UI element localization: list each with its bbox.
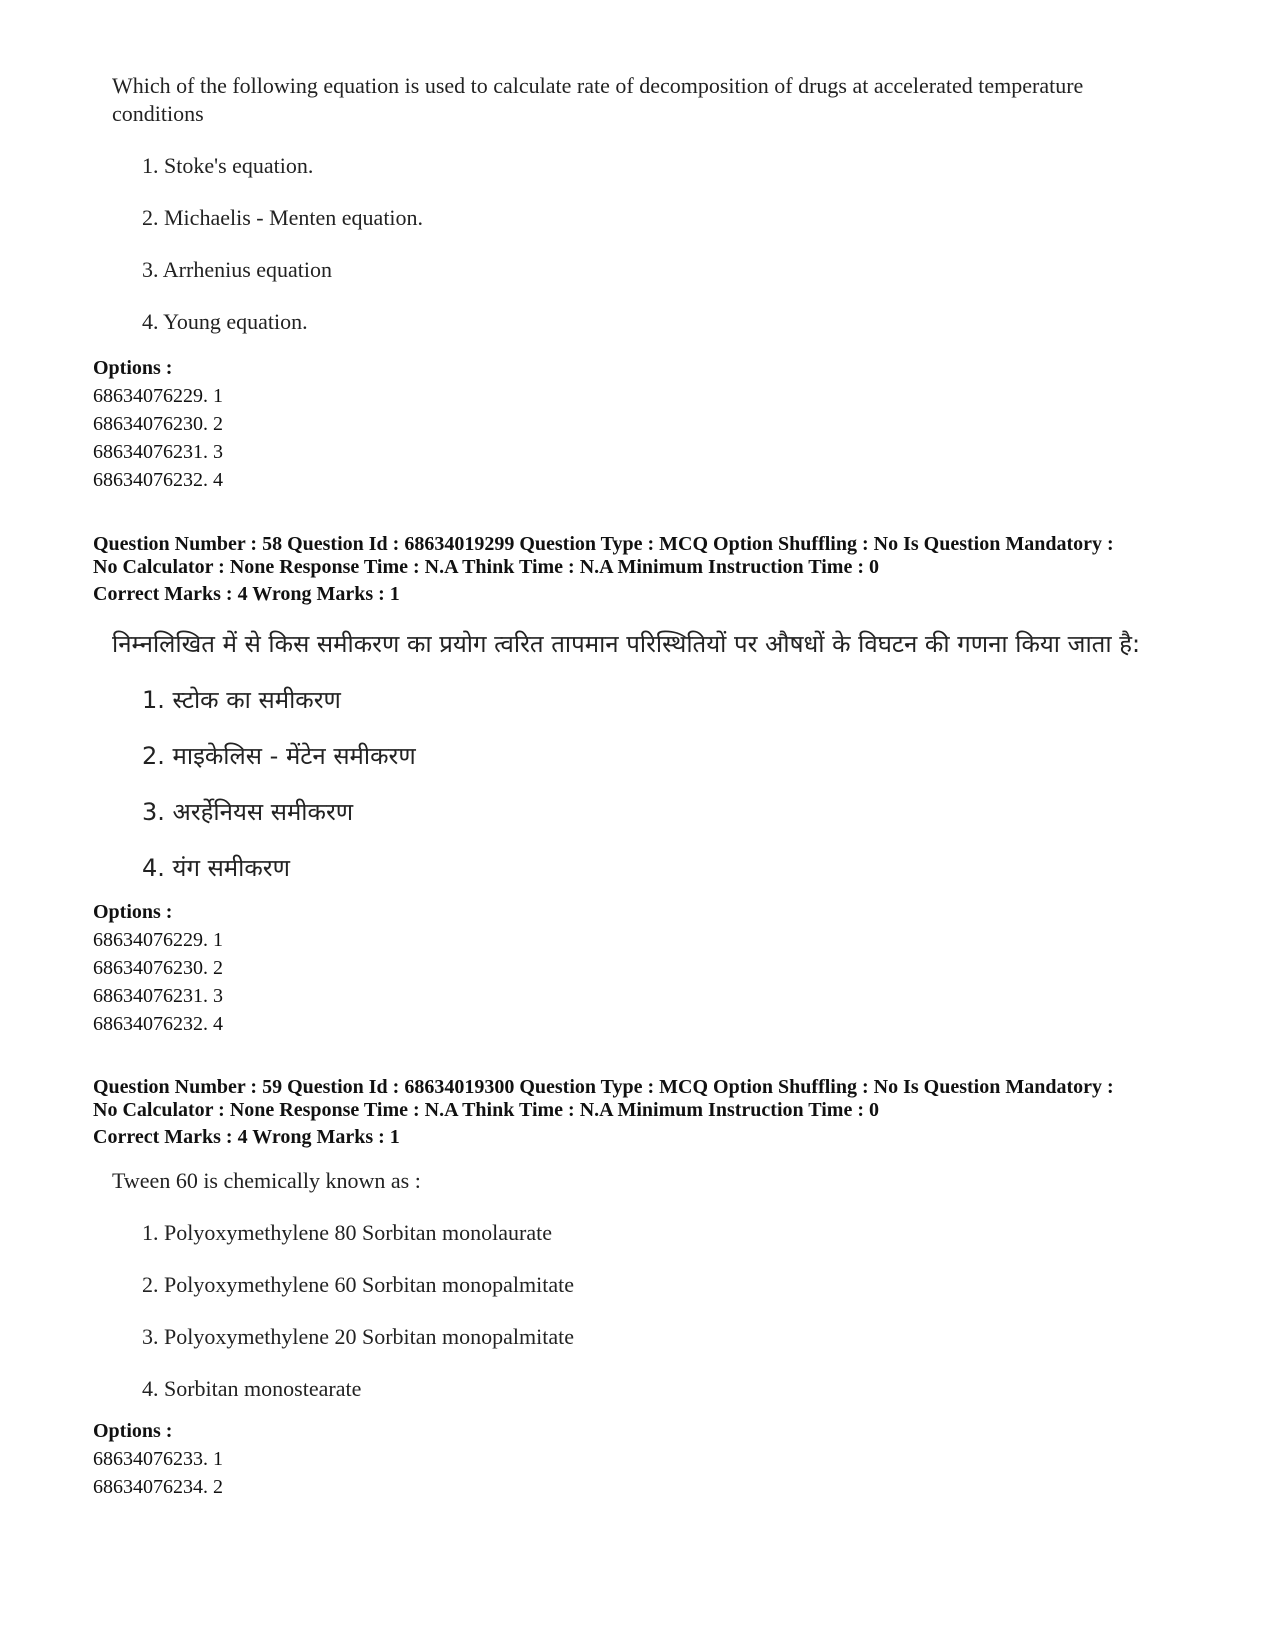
question-59-choice-1: 1. Polyoxymethylene 80 Sorbitan monolaurate [142, 1220, 552, 1245]
question-59-meta-line-2: No Calculator : None Response Time : N.A Think Time : N.A Minimum Instruction Time : 0 [93, 1099, 879, 1121]
question-58-option-2: 68634076230. 2 [93, 957, 223, 979]
question-59-text: Tween 60 is chemically known as : [112, 1168, 421, 1193]
question-58-meta-line-2: No Calculator : None Response Time : N.A Think Time : N.A Minimum Instruction Time : 0 [93, 556, 879, 578]
question-58-option-1: 68634076229. 1 [93, 929, 223, 951]
question-58-choice-4: 4. यंग समीकरण [142, 854, 290, 882]
question-57-choice-3: 3. Arrhenius equation [142, 257, 333, 282]
question-58-marks: Correct Marks : 4 Wrong Marks : 1 [93, 583, 400, 605]
question-59-option-2: 68634076234. 2 [93, 1476, 223, 1498]
question-57-option-2: 68634076230. 2 [93, 413, 223, 435]
question-57-option-3: 68634076231. 3 [93, 441, 223, 463]
question-57-text: Which of the following equation is used to calculate rate of decomposition of drugs at accelerated temperature conditions [112, 73, 1084, 126]
question-59-choice-3: 3. Polyoxymethylene 20 Sorbitan monopalmitate [142, 1324, 574, 1349]
question-59-option-1: 68634076233. 1 [93, 1448, 223, 1470]
question-59-choice-2: 2. Polyoxymethylene 60 Sorbitan monopalmitate [142, 1272, 574, 1297]
question-57-option-1: 68634076229. 1 [93, 385, 223, 407]
question-57-choice-2: 2. Michaelis - Menten equation. [142, 205, 424, 230]
question-58-options-label: Options : [93, 901, 173, 923]
question-58-choice-1: 1. स्टोक का समीकरण [142, 686, 341, 714]
question-57-choice-1: 1. Stoke's equation. [142, 153, 314, 178]
question-59-meta-line-1: Question Number : 59 Question Id : 68634019300 Question Type : MCQ Option Shuffling : No Is Question Mandatory : [93, 1076, 1114, 1098]
question-58-choice-3: 3. अरर्हेनियस समीकरण [142, 798, 354, 826]
question-58-choice-2: 2. माइकेलिस - मेंटेन समीकरण [142, 742, 416, 770]
question-59-choice-4: 4. Sorbitan monostearate [142, 1376, 362, 1401]
question-58-option-4: 68634076232. 4 [93, 1013, 223, 1035]
question-57-options-label: Options : [93, 357, 173, 379]
question-57-option-4: 68634076232. 4 [93, 469, 223, 491]
question-58-meta-line-1: Question Number : 58 Question Id : 68634019299 Question Type : MCQ Option Shuffling : No Is Question Mandatory : [93, 533, 1114, 555]
question-59-options-label: Options : [93, 1420, 173, 1442]
question-57-choice-4: 4. Young equation. [142, 309, 308, 334]
question-59-marks: Correct Marks : 4 Wrong Marks : 1 [93, 1126, 400, 1148]
question-58-text: निम्नलिखित में से किस समीकरण का प्रयोग त्वरित तापमान परिस्थितियों पर औषधों के विघटन की गणना किया जाता है: [112, 630, 1141, 658]
question-58-option-3: 68634076231. 3 [93, 985, 223, 1007]
